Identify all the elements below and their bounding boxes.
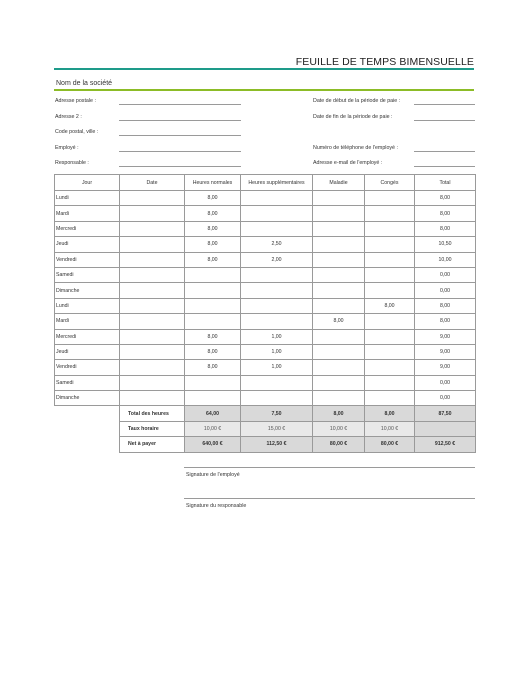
table-cell[interactable]: 8,00	[185, 360, 241, 375]
day-cell: Dimanche	[55, 391, 120, 406]
table-cell[interactable]	[313, 252, 365, 267]
table-row	[55, 206, 476, 221]
city-zip-field[interactable]	[119, 135, 241, 136]
column-header: Maladie	[313, 175, 365, 191]
summary-cell: 7,50	[241, 406, 313, 421]
table-cell: 9,00	[415, 344, 476, 359]
table-cell[interactable]	[120, 237, 185, 252]
table-cell[interactable]	[120, 283, 185, 298]
table-cell[interactable]	[365, 344, 415, 359]
summary-cell: 80,00 €	[365, 437, 415, 452]
table-cell: 8,00	[415, 206, 476, 221]
table-row	[55, 344, 476, 359]
table-cell[interactable]	[120, 375, 185, 390]
column-header: Total	[415, 175, 476, 191]
column-header: Date	[120, 175, 185, 191]
table-cell[interactable]	[241, 283, 313, 298]
table-cell[interactable]: 8,00	[313, 314, 365, 329]
summary-cell: 912,50 €	[415, 437, 476, 452]
table-row	[55, 283, 476, 298]
table-cell[interactable]: 2,00	[241, 252, 313, 267]
table-cell[interactable]	[120, 206, 185, 221]
table-cell[interactable]	[120, 329, 185, 344]
pay-period-start-label: Date de début de la période de paie :	[313, 98, 401, 104]
city-zip-label: Code postal, ville :	[55, 129, 99, 135]
table-cell: 0,00	[415, 391, 476, 406]
table-cell[interactable]	[313, 329, 365, 344]
table-cell[interactable]	[365, 221, 415, 236]
table-cell[interactable]	[365, 252, 415, 267]
table-cell[interactable]: 8,00	[185, 206, 241, 221]
table-cell[interactable]	[313, 206, 365, 221]
table-cell[interactable]	[313, 375, 365, 390]
summary-cell[interactable]: 15,00 €	[241, 421, 313, 436]
table-cell[interactable]	[120, 252, 185, 267]
company-name: Nom de la société	[56, 80, 113, 87]
page-title: FEUILLE DE TEMPS BIMENSUELLE	[295, 56, 474, 68]
table-cell[interactable]	[313, 237, 365, 252]
summary-cell: 112,50 €	[241, 437, 313, 452]
table-cell[interactable]	[313, 267, 365, 282]
table-cell[interactable]	[185, 314, 241, 329]
table-cell[interactable]	[365, 375, 415, 390]
timesheet-table	[54, 174, 476, 453]
table-cell[interactable]	[365, 391, 415, 406]
table-cell[interactable]	[313, 191, 365, 206]
table-cell: 0,00	[415, 375, 476, 390]
manager-signature-label: Signature du responsable	[186, 503, 247, 509]
employee-email-field[interactable]	[414, 166, 475, 167]
table-cell[interactable]	[241, 221, 313, 236]
table-cell[interactable]: 8,00	[185, 191, 241, 206]
table-cell[interactable]: 8,00	[185, 221, 241, 236]
summary-cell[interactable]: 10,00 €	[365, 421, 415, 436]
spacer-cell	[55, 406, 120, 421]
employee-email-label: Adresse e-mail de l'employé :	[313, 160, 383, 166]
table-cell: 8,00	[415, 191, 476, 206]
table-row	[55, 221, 476, 236]
table-row	[55, 267, 476, 282]
table-header-row	[55, 175, 476, 191]
table-cell[interactable]	[185, 283, 241, 298]
table-row	[55, 391, 476, 406]
table-cell[interactable]	[365, 314, 415, 329]
table-cell[interactable]	[241, 375, 313, 390]
employee-phone-field[interactable]	[414, 151, 475, 152]
total-hours-row	[55, 406, 476, 421]
manager-label: Responsable :	[55, 160, 89, 166]
table-row	[55, 360, 476, 375]
table-cell[interactable]	[365, 267, 415, 282]
table-cell: 9,00	[415, 329, 476, 344]
table-cell[interactable]	[241, 298, 313, 313]
table-row	[55, 191, 476, 206]
pay-period-start-field[interactable]	[414, 104, 475, 105]
table-row	[55, 298, 476, 313]
summary-label: Taux horaire	[120, 421, 185, 436]
table-cell[interactable]	[365, 206, 415, 221]
table-cell[interactable]	[313, 344, 365, 359]
pay-period-end-field[interactable]	[414, 120, 475, 121]
address2-label: Adresse 2 :	[55, 114, 82, 120]
day-cell: Samedi	[55, 375, 120, 390]
summary-cell[interactable]: 10,00 €	[185, 421, 241, 436]
summary-label: Net à payer	[120, 437, 185, 452]
table-cell[interactable]: 8,00	[365, 298, 415, 313]
table-cell[interactable]	[241, 206, 313, 221]
table-cell[interactable]	[185, 298, 241, 313]
day-cell: Vendredi	[55, 360, 120, 375]
employee-signature-label: Signature de l'employé	[186, 472, 240, 478]
table-cell[interactable]	[120, 298, 185, 313]
table-cell[interactable]	[120, 221, 185, 236]
day-cell: Lundi	[55, 298, 120, 313]
summary-cell: 640,00 €	[185, 437, 241, 452]
table-row	[55, 237, 476, 252]
pay-period-end-label: Date de fin de la période de paie :	[313, 114, 393, 120]
table-cell[interactable]	[365, 191, 415, 206]
table-cell[interactable]	[365, 329, 415, 344]
table-cell[interactable]	[313, 391, 365, 406]
table-cell[interactable]	[120, 360, 185, 375]
summary-cell: 64,00	[185, 406, 241, 421]
summary-cell[interactable]	[415, 421, 476, 436]
table-row	[55, 375, 476, 390]
summary-cell: 8,00	[365, 406, 415, 421]
manager-signature-line[interactable]	[184, 498, 475, 499]
column-header: Congés	[365, 175, 415, 191]
table-row	[55, 314, 476, 329]
table-cell[interactable]	[313, 283, 365, 298]
table-row	[55, 252, 476, 267]
table-cell[interactable]	[313, 221, 365, 236]
manager-field[interactable]	[119, 166, 241, 167]
spacer-cell	[55, 421, 120, 436]
table-cell[interactable]: 8,00	[185, 344, 241, 359]
employee-label: Employé :	[55, 145, 79, 151]
table-cell: 10,00	[415, 252, 476, 267]
table-cell[interactable]: 8,00	[185, 237, 241, 252]
table-cell[interactable]: 1,00	[241, 360, 313, 375]
day-cell: Jeudi	[55, 237, 120, 252]
table-cell[interactable]: 1,00	[241, 329, 313, 344]
net-pay-row	[55, 437, 476, 452]
hourly-rate-row	[55, 421, 476, 436]
postal-address-label: Adresse postale :	[55, 98, 96, 104]
day-cell: Jeudi	[55, 344, 120, 359]
table-cell[interactable]: 8,00	[185, 252, 241, 267]
employee-phone-label: Numéro de téléphone de l'employé :	[313, 145, 398, 151]
table-cell[interactable]	[120, 314, 185, 329]
table-cell[interactable]: 2,50	[241, 237, 313, 252]
table-cell: 10,50	[415, 237, 476, 252]
table-cell[interactable]	[120, 344, 185, 359]
table-cell[interactable]	[120, 267, 185, 282]
table-cell[interactable]	[120, 391, 185, 406]
day-cell: Mercredi	[55, 329, 120, 344]
table-cell[interactable]	[241, 267, 313, 282]
table-cell: 0,00	[415, 283, 476, 298]
table-cell[interactable]: 8,00	[185, 329, 241, 344]
employee-signature-line[interactable]	[184, 467, 475, 468]
table-cell[interactable]: 1,00	[241, 344, 313, 359]
table-cell[interactable]	[185, 375, 241, 390]
table-cell[interactable]	[313, 360, 365, 375]
day-cell: Mercredi	[55, 221, 120, 236]
postal-address-field[interactable]	[119, 104, 241, 105]
table-cell: 8,00	[415, 298, 476, 313]
table-cell: 9,00	[415, 360, 476, 375]
company-divider	[54, 89, 474, 91]
summary-cell: 87,50	[415, 406, 476, 421]
table-cell[interactable]	[365, 360, 415, 375]
day-cell: Dimanche	[55, 283, 120, 298]
table-cell[interactable]	[241, 191, 313, 206]
summary-cell: 80,00 €	[313, 437, 365, 452]
day-cell: Samedi	[55, 267, 120, 282]
table-cell[interactable]	[365, 283, 415, 298]
column-header: Heures supplémentaires	[241, 175, 313, 191]
table-cell[interactable]	[185, 267, 241, 282]
table-cell[interactable]	[365, 237, 415, 252]
summary-label: Total des heures	[120, 406, 185, 421]
day-cell: Lundi	[55, 191, 120, 206]
table-cell: 8,00	[415, 221, 476, 236]
column-header: Jour	[55, 175, 120, 191]
summary-cell[interactable]: 10,00 €	[313, 421, 365, 436]
table-cell[interactable]	[241, 391, 313, 406]
table-cell[interactable]	[185, 391, 241, 406]
title-divider	[54, 68, 474, 70]
day-cell: Mardi	[55, 206, 120, 221]
day-cell: Mardi	[55, 314, 120, 329]
table-cell[interactable]	[241, 314, 313, 329]
spacer-cell	[55, 437, 120, 452]
table-cell[interactable]	[313, 298, 365, 313]
column-header: Heures normales	[185, 175, 241, 191]
table-cell: 0,00	[415, 267, 476, 282]
table-cell: 8,00	[415, 314, 476, 329]
employee-field[interactable]	[119, 151, 241, 152]
table-cell[interactable]	[120, 191, 185, 206]
summary-cell: 8,00	[313, 406, 365, 421]
day-cell: Vendredi	[55, 252, 120, 267]
address2-field[interactable]	[119, 120, 241, 121]
table-row	[55, 329, 476, 344]
